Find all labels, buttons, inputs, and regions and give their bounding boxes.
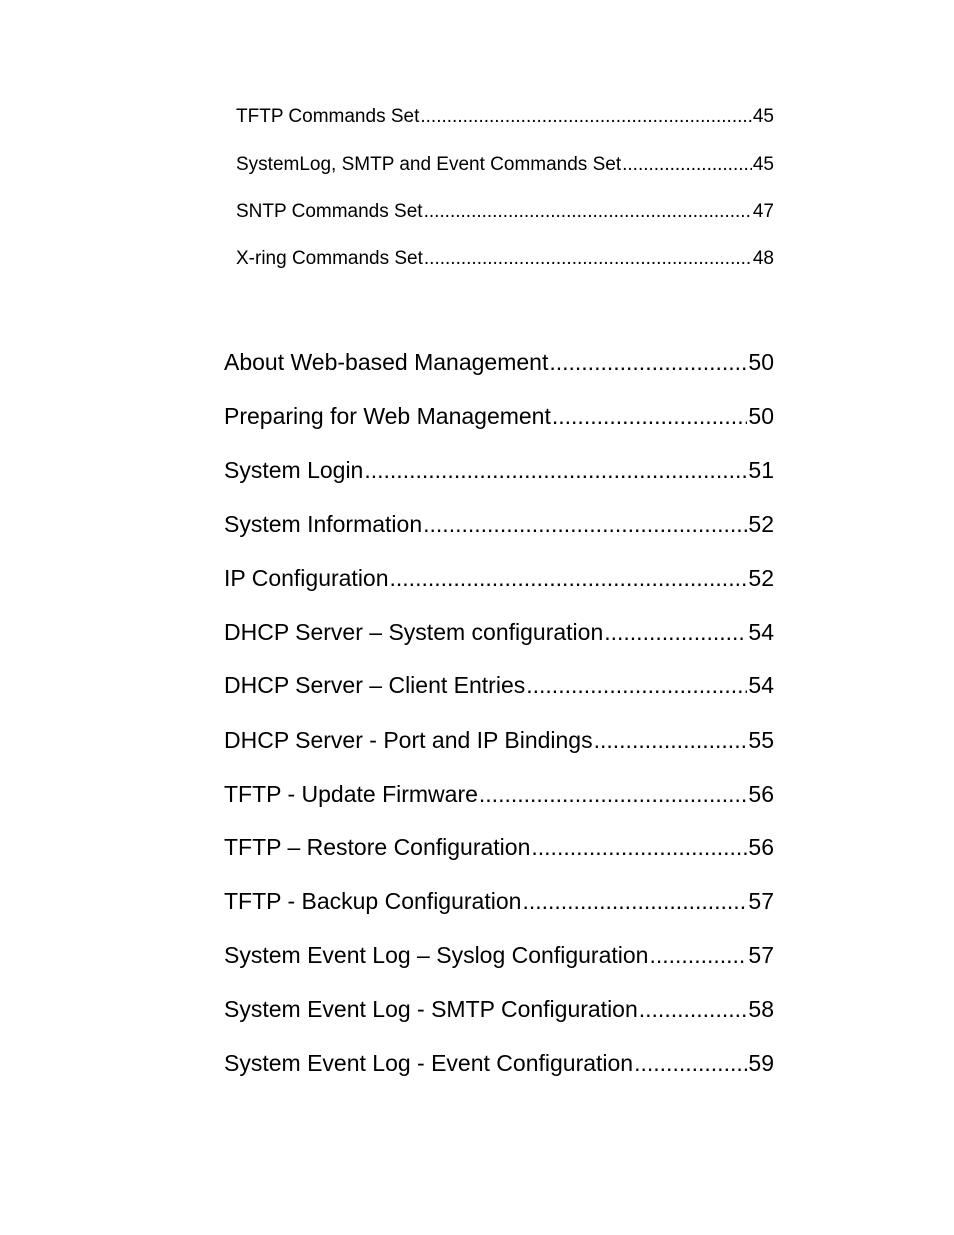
toc-entry-title: TFTP - Backup Configuration bbox=[224, 888, 522, 914]
toc-entry-title: System Information bbox=[224, 511, 423, 537]
dot-leader bbox=[622, 153, 752, 177]
toc-entry-title: System Event Log - SMTP Configuration bbox=[224, 996, 638, 1022]
toc-entry-page: 58 bbox=[748, 996, 774, 1022]
toc-entry-title: X-ring Commands Set bbox=[236, 248, 423, 269]
toc-entry-page: 56 bbox=[748, 781, 774, 807]
toc-entry-page: 59 bbox=[748, 1050, 774, 1076]
toc-entry-title: DHCP Server – System configuration bbox=[224, 619, 604, 645]
toc-entry-x-ring-commands-set[interactable] bbox=[236, 247, 774, 271]
toc-entry-system-information[interactable] bbox=[224, 509, 774, 539]
dot-leader bbox=[526, 670, 747, 700]
toc-entry-tftp-backup-configuration[interactable] bbox=[224, 886, 774, 916]
toc-entry-page: 51 bbox=[748, 457, 774, 483]
toc-entry-title: SNTP Commands Set bbox=[236, 201, 423, 222]
toc-entry-page: 54 bbox=[748, 619, 774, 645]
dot-leader bbox=[479, 779, 748, 809]
dot-leader bbox=[522, 886, 747, 916]
toc-entry-dhcp-server-system-configuration[interactable] bbox=[224, 617, 774, 647]
toc-entry-page: 52 bbox=[748, 565, 774, 591]
dot-leader bbox=[634, 1048, 747, 1078]
dot-leader bbox=[604, 617, 747, 647]
dot-leader bbox=[531, 832, 747, 862]
toc-entry-systemlog-smtp-event-commands-set[interactable] bbox=[236, 153, 774, 177]
toc-entry-page: 50 bbox=[748, 403, 774, 429]
toc-entry-system-event-log-smtp-configuration[interactable] bbox=[224, 994, 774, 1024]
toc-entry-title: System Event Log - Event Configuration bbox=[224, 1050, 634, 1076]
toc-entry-page: 56 bbox=[748, 834, 774, 860]
toc-entry-tftp-update-firmware[interactable] bbox=[224, 779, 774, 809]
toc-entry-sntp-commands-set[interactable] bbox=[236, 200, 774, 224]
toc-entry-page: 57 bbox=[748, 942, 774, 968]
dot-leader bbox=[594, 725, 748, 755]
dot-leader bbox=[423, 509, 747, 539]
dot-leader bbox=[420, 105, 751, 129]
toc-entry-system-event-log-syslog-configuration[interactable] bbox=[224, 940, 774, 970]
toc-entry-page: 48 bbox=[752, 248, 774, 269]
dot-leader bbox=[390, 563, 748, 593]
toc-entry-dhcp-server-port-ip-bindings[interactable] bbox=[224, 725, 774, 755]
dot-leader bbox=[424, 247, 752, 271]
toc-entry-page: 57 bbox=[748, 888, 774, 914]
toc-entry-page: 55 bbox=[748, 727, 774, 753]
toc-entry-title: System Event Log – Syslog Configuration bbox=[224, 942, 649, 968]
toc-entry-page: 45 bbox=[752, 106, 774, 127]
toc-entry-page: 47 bbox=[752, 201, 774, 222]
dot-leader bbox=[639, 994, 748, 1024]
dot-leader bbox=[549, 347, 747, 377]
dot-leader bbox=[424, 200, 752, 224]
toc-entry-title: TFTP Commands Set bbox=[236, 106, 420, 127]
toc-entry-title: TFTP - Update Firmware bbox=[224, 781, 478, 807]
toc-entry-dhcp-server-client-entries[interactable] bbox=[224, 670, 774, 700]
toc-entry-title: IP Configuration bbox=[224, 565, 389, 591]
toc-entry-page: 50 bbox=[748, 349, 774, 375]
toc-entry-title: About Web-based Management bbox=[224, 349, 549, 375]
toc-entry-preparing-for-web-management[interactable] bbox=[224, 401, 774, 431]
toc-entry-tftp-restore-configuration[interactable] bbox=[224, 832, 774, 862]
dot-leader bbox=[364, 455, 747, 485]
toc-entry-page: 52 bbox=[748, 511, 774, 537]
toc-entry-about-web-based-management[interactable] bbox=[224, 347, 774, 377]
toc-entry-title: System Login bbox=[224, 457, 364, 483]
toc-entry-system-event-log-event-configuration[interactable] bbox=[224, 1048, 774, 1078]
dot-leader bbox=[649, 940, 747, 970]
toc-entry-page: 45 bbox=[752, 154, 774, 175]
toc-entry-tftp-commands-set[interactable] bbox=[236, 105, 774, 129]
toc-entry-system-login[interactable] bbox=[224, 455, 774, 485]
toc-entry-page: 54 bbox=[748, 672, 774, 698]
toc-entry-title: DHCP Server - Port and IP Bindings bbox=[224, 727, 593, 753]
toc-entry-title: DHCP Server – Client Entries bbox=[224, 672, 526, 698]
dot-leader bbox=[552, 401, 748, 431]
toc-entry-title: TFTP – Restore Configuration bbox=[224, 834, 531, 860]
toc-entry-title: SystemLog, SMTP and Event Commands Set bbox=[236, 154, 622, 175]
toc-entry-ip-configuration[interactable] bbox=[224, 563, 774, 593]
toc-entry-title: Preparing for Web Management bbox=[224, 403, 551, 429]
